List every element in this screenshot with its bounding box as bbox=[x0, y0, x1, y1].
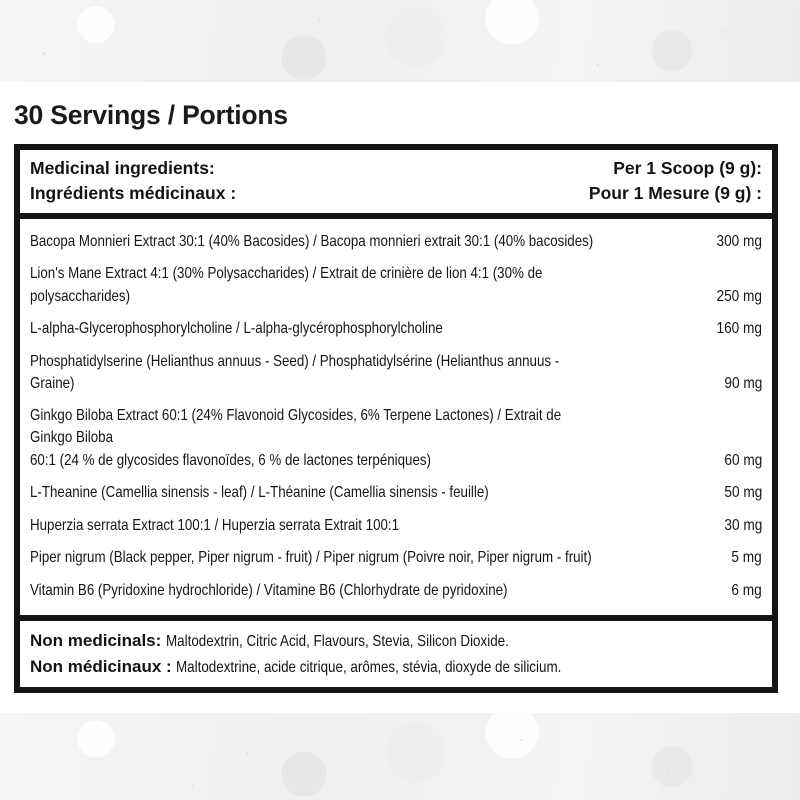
ingredient-amount: 30 mg bbox=[724, 516, 762, 534]
table-row bbox=[30, 400, 762, 477]
table-row bbox=[30, 258, 762, 313]
ingredient-name: Huperzia serrata Extract 100:1 / Huperzia serrata Extrait 100:1 bbox=[30, 516, 400, 534]
table-row bbox=[30, 345, 762, 400]
header-serving-column bbox=[589, 156, 762, 206]
header-ingredients-column bbox=[30, 156, 236, 206]
label-sheet bbox=[0, 82, 800, 713]
ingredient-name: L-Theanine (Camellia sinensis - leaf) / L-Théanine (Camellia sinensis - feuille) bbox=[30, 484, 489, 502]
ingredient-amount: 90 mg bbox=[724, 374, 762, 392]
non-medicinal-line-fr bbox=[30, 654, 762, 680]
ingredient-amount: 250 mg bbox=[716, 287, 762, 305]
non-medicinal-value-fr: Maltodextrine, acide citrique, arômes, stévia, dioxyde de silicium. bbox=[176, 658, 562, 676]
header-ingredients-en: Medicinal ingredients: bbox=[30, 158, 215, 178]
ingredient-amount: 50 mg bbox=[724, 484, 762, 502]
ingredient-amount: 60 mg bbox=[724, 451, 762, 469]
ingredient-name: L-alpha-Glycerophosphorylcholine / L-alpha-glycérophosphorylcholine bbox=[30, 320, 443, 338]
header-ingredients-fr: Ingrédients médicinaux : bbox=[30, 182, 237, 203]
paper-texture-band-bottom bbox=[0, 713, 800, 800]
supplement-facts-panel bbox=[14, 144, 778, 693]
table-row bbox=[30, 574, 762, 607]
header-serving-fr: Pour 1 Mesure (9 g) : bbox=[588, 182, 762, 203]
ingredient-amount: 160 mg bbox=[716, 320, 762, 338]
paper-texture-band-top bbox=[0, 0, 800, 82]
panel-header bbox=[20, 150, 772, 219]
ingredient-amount: 300 mg bbox=[716, 232, 762, 250]
table-row bbox=[30, 542, 762, 575]
ingredient-name: Phosphatidylserine (Helianthus annuus - Seed) / Phosphatidylsérine (Helianthus annuus - Graine) bbox=[30, 352, 560, 392]
non-medicinal-footer bbox=[20, 615, 772, 687]
ingredient-name: Vitamin B6 (Pyridoxine hydrochloride) / Vitamine B6 (Chlorhydrate de pyridoxine) bbox=[30, 581, 508, 599]
ingredient-name-line2: 60:1 (24 % de glycosides flavonoïdes, 6 % de lactones terpéniques) bbox=[30, 451, 431, 469]
ingredient-name: Piper nigrum (Black pepper, Piper nigrum - fruit) / Piper nigrum (Poivre noir, Piper nigrum - fruit) bbox=[30, 549, 592, 567]
non-medicinal-label-en: Non medicinals: bbox=[30, 630, 162, 650]
ingredient-name: Bacopa Monnieri Extract 30:1 (40% Bacosides) / Bacopa monnieri extrait 30:1 (40% bacosides) bbox=[30, 232, 594, 250]
table-row bbox=[30, 509, 762, 542]
non-medicinal-value-en: Maltodextrin, Citric Acid, Flavours, Stevia, Silicon Dioxide. bbox=[165, 632, 509, 650]
ingredient-amount: 5 mg bbox=[731, 549, 762, 567]
ingredient-rows bbox=[20, 219, 772, 615]
ingredient-name-line1: Ginkgo Biloba Extract 60:1 (24% Flavonoid Glycosides, 6% Terpene Lactones) / Extrait de Ginkgo Biloba bbox=[30, 407, 562, 447]
header-serving-en: Per 1 Scoop (9 g): bbox=[613, 158, 762, 178]
table-row bbox=[30, 477, 762, 510]
ingredient-amount: 6 mg bbox=[731, 581, 762, 599]
page-title: 30 Servings / Portions bbox=[14, 100, 288, 130]
table-row bbox=[30, 226, 762, 259]
ingredient-name bbox=[30, 405, 607, 471]
table-row bbox=[30, 313, 762, 346]
non-medicinal-label-fr: Non médicinaux : bbox=[30, 656, 172, 676]
ingredient-name: Lion's Mane Extract 4:1 (30% Polysaccharides) / Extrait de crinière de lion 4:1 (30% de polysaccharides) bbox=[30, 265, 543, 305]
non-medicinal-line-en bbox=[30, 628, 762, 654]
